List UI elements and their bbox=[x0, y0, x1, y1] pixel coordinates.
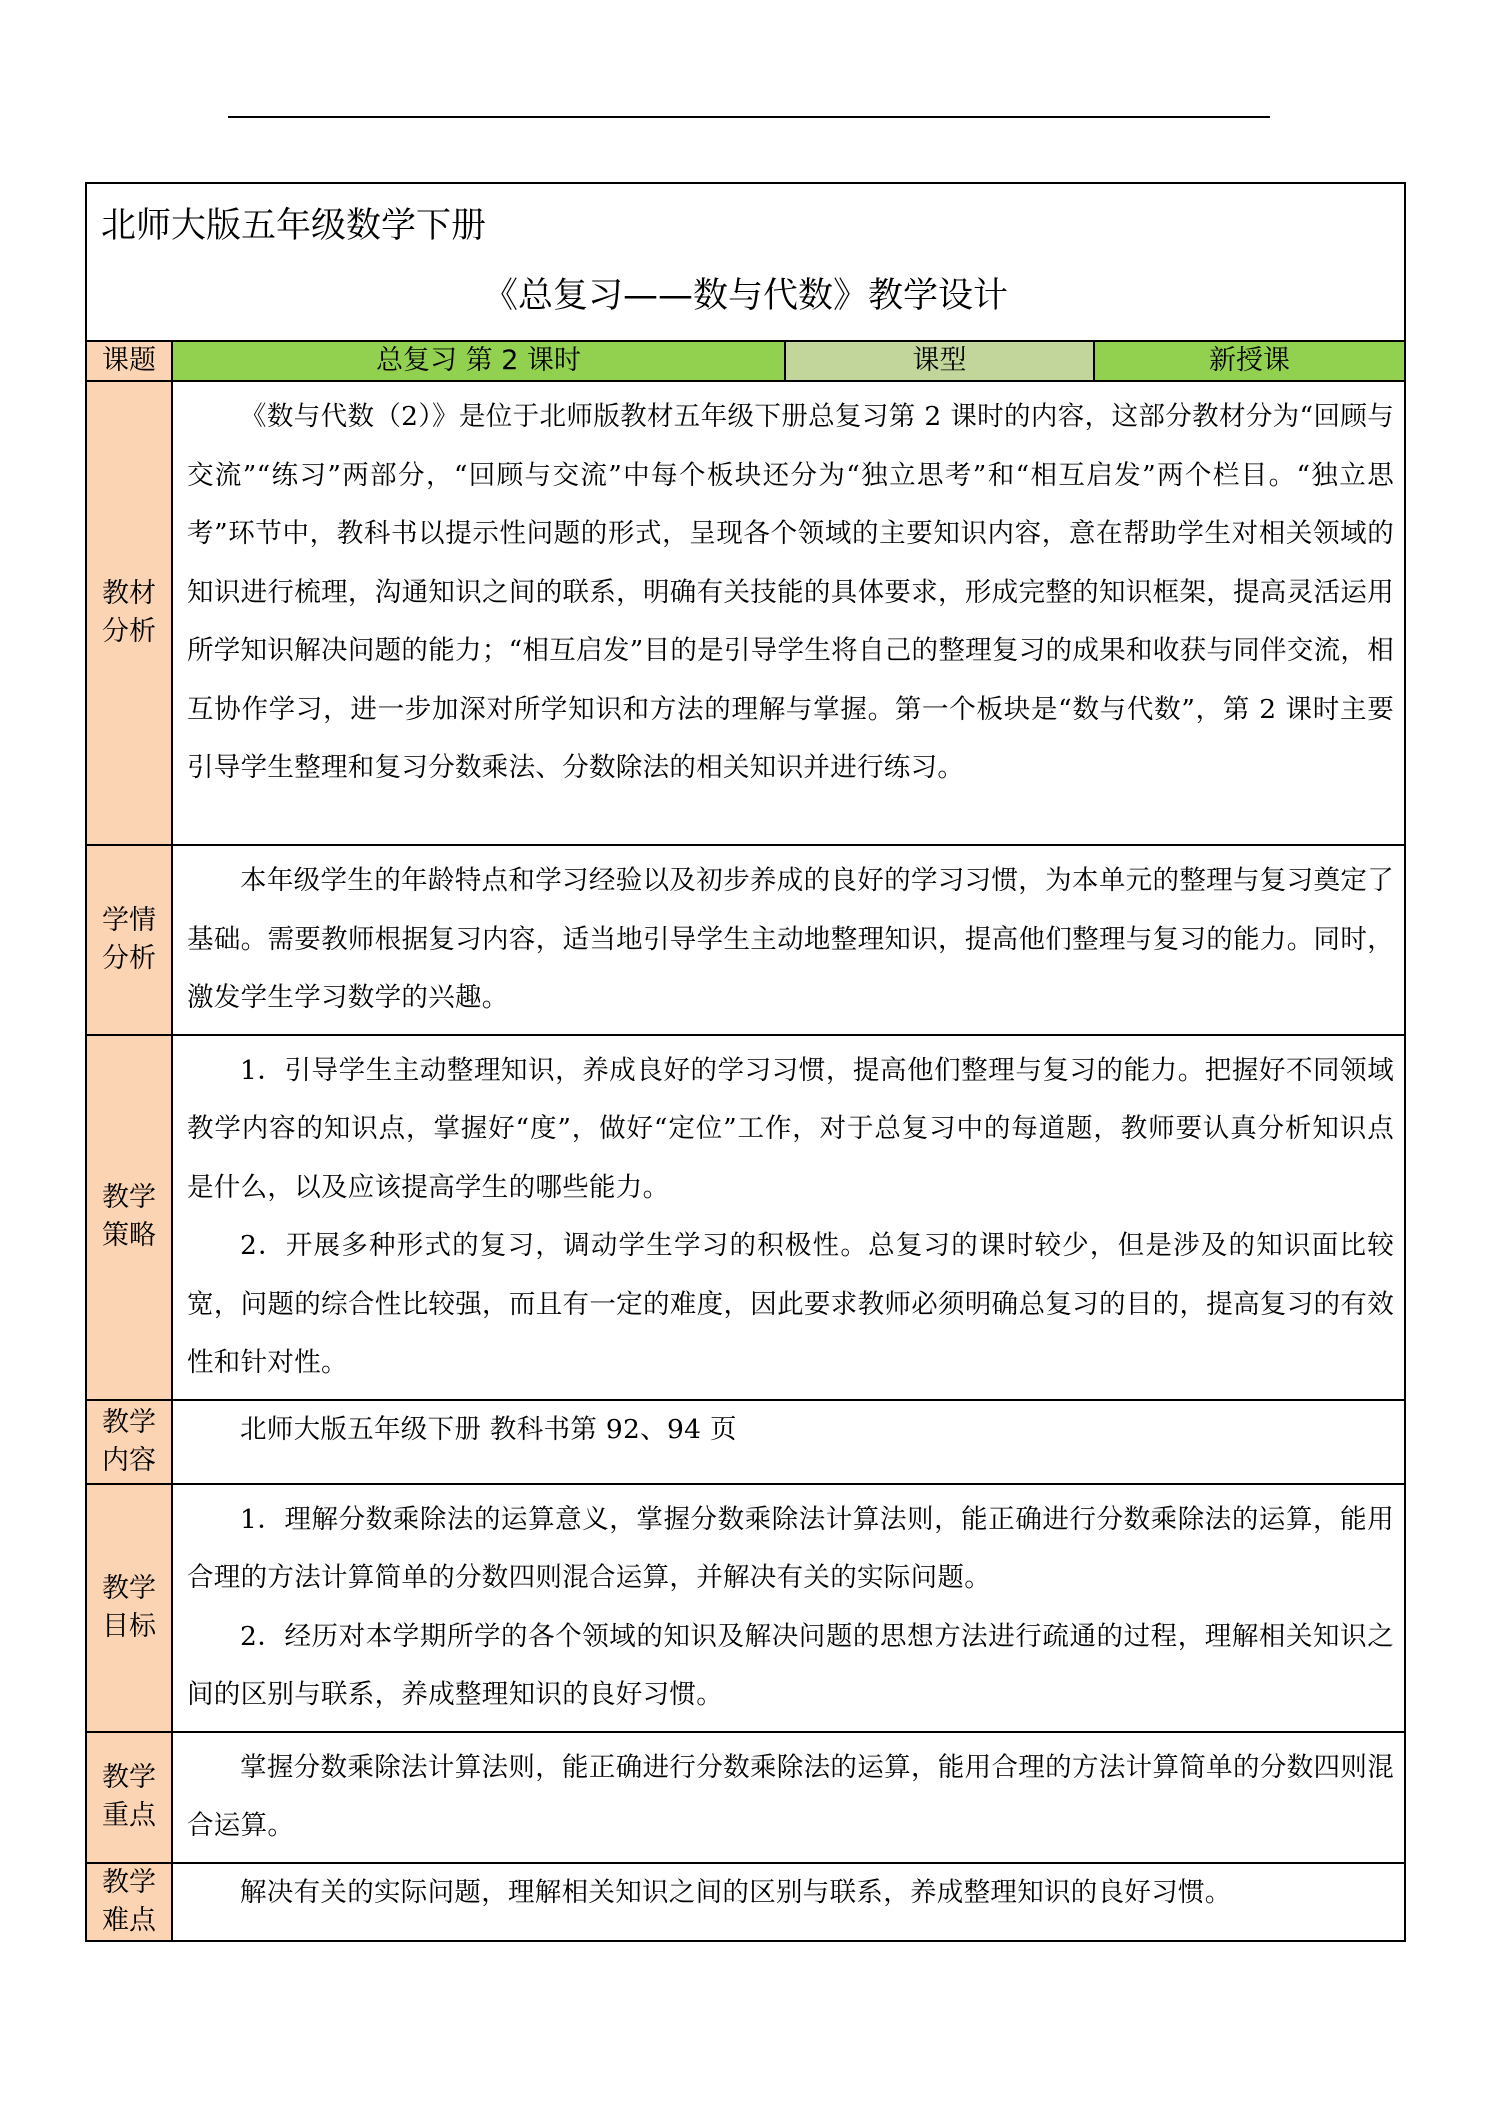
section-label-difficulties: 教学 难点 bbox=[86, 1863, 172, 1941]
paragraph: 2．经历对本学期所学的各个领域的知识及解决问题的思想方法进行疏通的过程，理解相关知识之间的区别与联系，养成整理知识的良好习惯。 bbox=[187, 1620, 1394, 1710]
section-content-difficulties bbox=[172, 1863, 1405, 1941]
lesson-plan-table bbox=[85, 182, 1406, 1942]
paragraph: 1．理解分数乘除法的运算意义，掌握分数乘除法计算法则，能正确进行分数乘除法的运算，能用合理的方法计算简单的分数四则混合运算，并解决有关的实际问题。 bbox=[187, 1503, 1394, 1593]
section-row-goals bbox=[86, 1484, 1405, 1732]
section-label-students: 学情 分析 bbox=[86, 845, 172, 1035]
section-label-key-points: 教学 重点 bbox=[86, 1732, 172, 1863]
section-label-goals: 教学 目标 bbox=[86, 1484, 172, 1732]
info-row bbox=[86, 341, 1405, 381]
paragraph: 掌握分数乘除法计算法则，能正确进行分数乘除法的运算，能用合理的方法计算简单的分数四则混合运算。 bbox=[187, 1751, 1394, 1841]
type-label: 课型 bbox=[785, 341, 1094, 381]
section-row-key-points bbox=[86, 1732, 1405, 1863]
paragraph: 1．引导学生主动整理知识，养成良好的学习习惯，提高他们整理与复习的能力。把握好不同领域教学内容的知识点，掌握好“度”，做好“定位”工作，对于总复习中的每道题，教师要认真分析知识点是什么，以及应该提高学生的哪些能力。 bbox=[187, 1054, 1394, 1203]
section-content-content bbox=[172, 1400, 1405, 1484]
section-content-material bbox=[172, 381, 1405, 845]
section-label-strategy: 教学 策略 bbox=[86, 1035, 172, 1400]
section-row-strategy bbox=[86, 1035, 1405, 1400]
section-row-material bbox=[86, 381, 1405, 845]
section-content-goals bbox=[172, 1484, 1405, 1732]
document-title-line2: 《总复习——数与代数》教学设计 bbox=[482, 276, 1008, 316]
paragraph: 2．开展多种形式的复习，调动学生学习的积极性。总复习的课时较少，但是涉及的知识面比较宽，问题的综合性比较强，而且有一定的难度，因此要求教师必须明确总复习的目的，提高复习的有效性和针对性。 bbox=[187, 1230, 1394, 1378]
header-rule bbox=[228, 116, 1270, 118]
section-content-students bbox=[172, 845, 1405, 1035]
section-content-strategy bbox=[172, 1035, 1405, 1400]
paragraph: 《数与代数（2）》是位于北师版教材五年级下册总复习第 2 课时的内容，这部分教材分为“回顾与交流”“练习”两部分，“回顾与交流”中每个板块还分为“独立思考”和“相互启发”两个栏目。“独立思考”环节中，教科书以提示性问题的形式，呈现各个领域的主要知识内容，意在帮助学生对相关领域的知识进行梳理，沟通知识之间的联系，明确有关技能的具体要求，形成完整的知识框架，提高灵活运用所学知识解决问题的能力；“相互启发”目的是引导学生将自己的整理复习的成果和收获与同伴交流，相互协作学习，进一步加深对所学知识和方法的理解与掌握。第一个板块是“数与代数”，第 2 课时主要引导学生整理和复习分数乘法、分数除法的相关知识并进行练习。 bbox=[187, 401, 1394, 783]
section-row-difficulties bbox=[86, 1863, 1405, 1941]
topic-value: 总复习 第 2 课时 bbox=[172, 341, 785, 381]
section-row-students bbox=[86, 845, 1405, 1035]
title-cell bbox=[86, 183, 1405, 341]
paragraph: 北师大版五年级下册 教科书第 92、94 页 bbox=[240, 1413, 737, 1445]
paragraph: 本年级学生的年龄特点和学习经验以及初步养成的良好的学习习惯，为本单元的整理与复习奠定了基础。需要教师根据复习内容，适当地引导学生主动地整理知识，提高他们整理与复习的能力。同时，激发学生学习数学的兴趣。 bbox=[187, 865, 1394, 1013]
section-label-material: 教材 分析 bbox=[86, 381, 172, 845]
topic-label: 课题 bbox=[86, 341, 172, 381]
section-row-content bbox=[86, 1400, 1405, 1484]
document-title-line1: 北师大版五年级数学下册 bbox=[101, 206, 487, 246]
type-value: 新授课 bbox=[1094, 341, 1405, 381]
paragraph: 解决有关的实际问题，理解相关知识之间的区别与联系，养成整理知识的良好习惯。 bbox=[240, 1876, 1232, 1908]
section-label-content: 教学 内容 bbox=[86, 1400, 172, 1484]
section-content-key-points bbox=[172, 1732, 1405, 1863]
